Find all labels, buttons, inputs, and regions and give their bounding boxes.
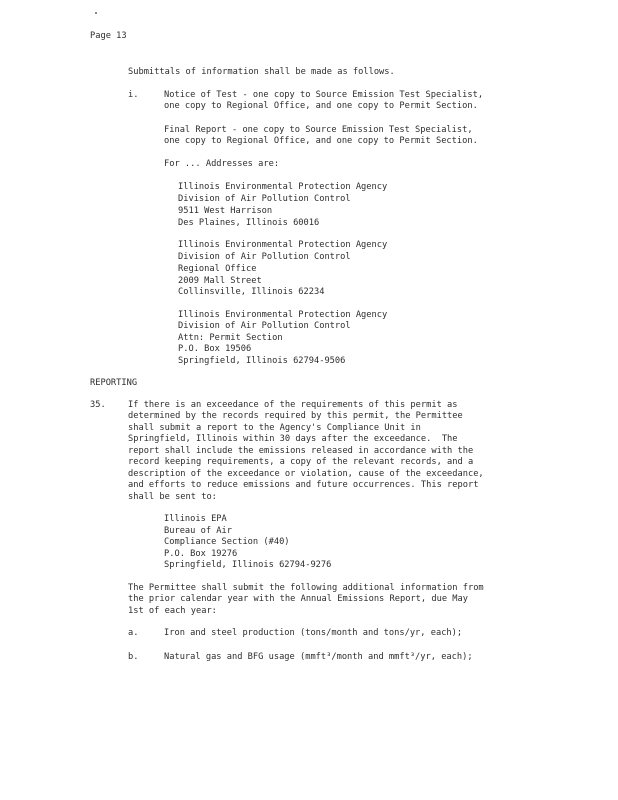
address-line: Attn: Permit Section — [178, 333, 283, 343]
scan-speck — [95, 12, 97, 14]
address-line: Regional Office — [178, 264, 257, 274]
address-line: Division of Air Pollution Control — [178, 321, 351, 331]
address-line: P.O. Box 19506 — [178, 344, 252, 354]
address-line: Des Plaines, Illinois 60016 — [178, 218, 320, 228]
additional-info-line: the prior calendar year with the Annual Emissions Report, due May — [128, 594, 468, 604]
address-line: Illinois Environmental Protection Agency — [178, 310, 388, 320]
address-line: 2009 Mall Street — [178, 276, 262, 286]
item-number: 35. — [90, 400, 106, 410]
addresses-intro: For ... Addresses are: — [164, 159, 280, 169]
final-report-line: Final Report - one copy to Source Emission Test Specialist, — [164, 125, 473, 135]
paragraph-line: shall submit a report to the Agency's Compliance Unit in — [128, 423, 421, 433]
intro-sentence: Submittals of information shall be made as follows. — [128, 67, 395, 77]
address-line: Illinois Environmental Protection Agency — [178, 182, 388, 192]
compliance-address-line: Springfield, Illinois 62794-9276 — [164, 560, 332, 570]
final-report-line: one copy to Regional Office, and one copy to Permit Section. — [164, 136, 478, 146]
notice-line: Notice of Test - one copy to Source Emission Test Specialist, — [164, 90, 484, 100]
address-line: Springfield, Illinois 62794-9506 — [178, 356, 346, 366]
paragraph-line: determined by the records required by this permit, the Permittee — [128, 411, 463, 421]
section-heading: REPORTING — [90, 378, 138, 388]
list-marker: b. — [128, 652, 139, 662]
compliance-address-line: P.O. Box 19276 — [164, 549, 238, 559]
item-i-marker: i. — [128, 90, 139, 100]
paragraph-line: record keeping requirements, a copy of the relevant records, and a — [128, 457, 474, 467]
paragraph-line: report shall include the emissions released in accordance with the — [128, 446, 474, 456]
additional-info-line: The Permittee shall submit the following additional information from — [128, 583, 484, 593]
compliance-address-line: Compliance Section (#40) — [164, 537, 290, 547]
address-line: Division of Air Pollution Control — [178, 194, 351, 204]
address-line: Division of Air Pollution Control — [178, 252, 351, 262]
compliance-address-line: Illinois EPA — [164, 514, 227, 524]
paragraph-line: Springfield, Illinois within 30 days after the exceedance. The — [128, 434, 458, 444]
page-label: Page 13 — [90, 31, 127, 41]
address-line: 9511 West Harrison — [178, 206, 273, 216]
list-item-text: Iron and steel production (tons/month and tons/yr, each); — [164, 628, 463, 638]
list-marker: a. — [128, 628, 139, 638]
additional-info-line: 1st of each year: — [128, 606, 217, 616]
paragraph-line: description of the exceedance or violation, cause of the exceedance, — [128, 469, 484, 479]
paragraph-line: and efforts to reduce emissions and future occurrences. This report — [128, 480, 479, 490]
compliance-address-line: Bureau of Air — [164, 526, 232, 536]
list-item-text: Natural gas and BFG usage (mmft³/month and mmft³/yr, each); — [164, 652, 473, 662]
paragraph-line: If there is an exceedance of the requirements of this permit as — [128, 400, 458, 410]
address-line: Collinsville, Illinois 62234 — [178, 287, 325, 297]
paragraph-line: shall be sent to: — [128, 492, 217, 502]
address-line: Illinois Environmental Protection Agency — [178, 240, 388, 250]
notice-line: one copy to Regional Office, and one copy to Permit Section. — [164, 101, 478, 111]
